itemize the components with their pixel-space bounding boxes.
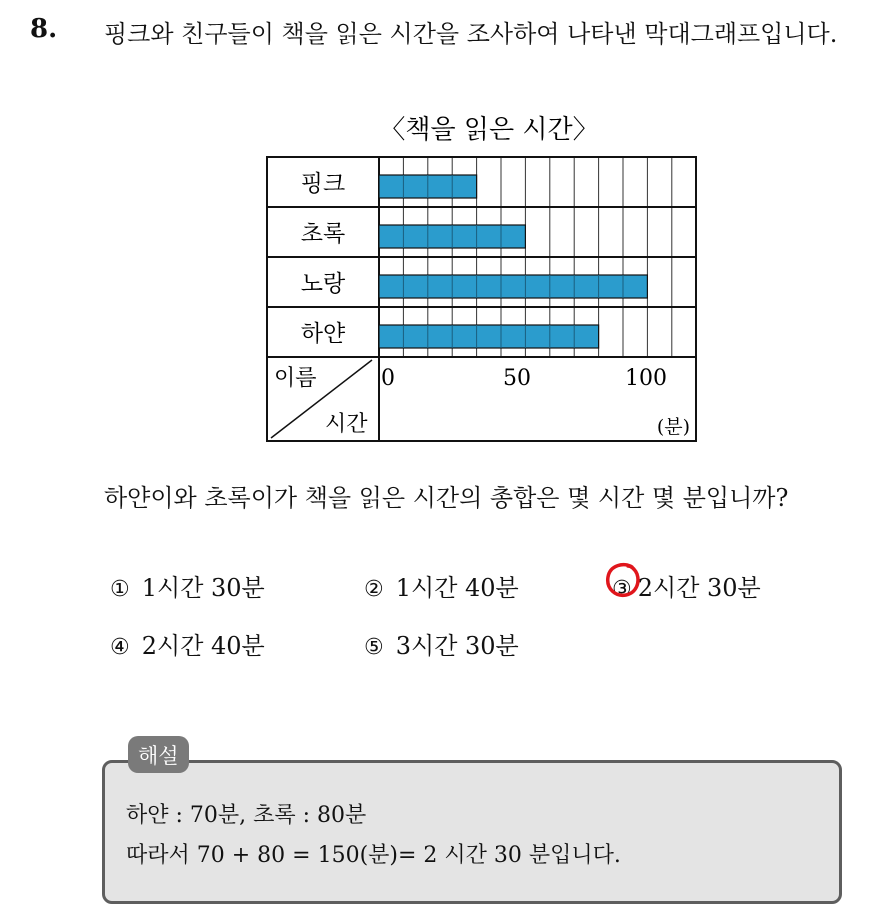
category-label-4: 하얀 bbox=[300, 321, 346, 347]
choice-1-symbol: ① bbox=[110, 577, 130, 602]
bar-4 bbox=[379, 325, 599, 348]
question-number: 8. bbox=[30, 14, 58, 44]
tick-label-2: 50 bbox=[503, 366, 531, 391]
corner-bottom-label: 시간 bbox=[325, 412, 368, 437]
tick-label-1: 0 bbox=[381, 366, 395, 391]
sub-question: 하얀이와 초록이가 책을 읽은 시간의 총합은 몇 시간 몇 분입니까? bbox=[104, 484, 789, 512]
chart-title: 〈책을 읽은 시간〉 bbox=[379, 115, 599, 145]
explanation-line-2: 따라서 70 + 80 = 150(분)= 2 시간 30 분입니다. bbox=[126, 843, 621, 868]
explanation-box bbox=[102, 760, 842, 904]
corner-top-label: 이름 bbox=[274, 366, 317, 391]
explanation-line-1: 하얀 : 70분, 초록 : 80분 bbox=[126, 803, 367, 828]
category-label-1: 핑크 bbox=[300, 171, 346, 197]
explanation-tab: 해설 bbox=[128, 736, 189, 773]
answer-circle-mark-icon bbox=[604, 561, 642, 599]
choice-5-text: 3시간 30분 bbox=[395, 632, 519, 660]
choice-4-symbol: ④ bbox=[110, 635, 130, 660]
chart-category-labels bbox=[301, 171, 346, 347]
chart-tick-labels bbox=[381, 366, 667, 391]
question-text: 핑크와 친구들이 책을 읽은 시간을 조사하여 나타낸 막대그래프입니다. bbox=[104, 20, 838, 48]
chart-grid bbox=[267, 157, 696, 441]
unit-label: (분) bbox=[656, 416, 690, 438]
choice-2[interactable] bbox=[364, 568, 519, 603]
choice-3-symbol: ③ bbox=[612, 577, 632, 602]
choice-2-text: 1시간 40분 bbox=[395, 574, 519, 602]
chart-frame bbox=[267, 157, 696, 441]
category-label-3: 노랑 bbox=[300, 271, 346, 297]
choice-1-text: 1시간 30분 bbox=[141, 574, 265, 602]
choice-2-symbol: ② bbox=[364, 577, 384, 602]
choice-4[interactable] bbox=[110, 626, 265, 661]
bar-3 bbox=[379, 275, 647, 298]
choice-3-text: 2시간 30분 bbox=[637, 574, 761, 602]
choice-5-symbol: ⑤ bbox=[364, 635, 384, 660]
category-label-2: 초록 bbox=[300, 221, 346, 247]
choice-1[interactable] bbox=[110, 568, 265, 603]
choice-5[interactable] bbox=[364, 626, 519, 661]
tick-label-3: 100 bbox=[625, 366, 667, 391]
chart-bars bbox=[379, 175, 647, 348]
choice-4-text: 2시간 40분 bbox=[141, 632, 265, 660]
